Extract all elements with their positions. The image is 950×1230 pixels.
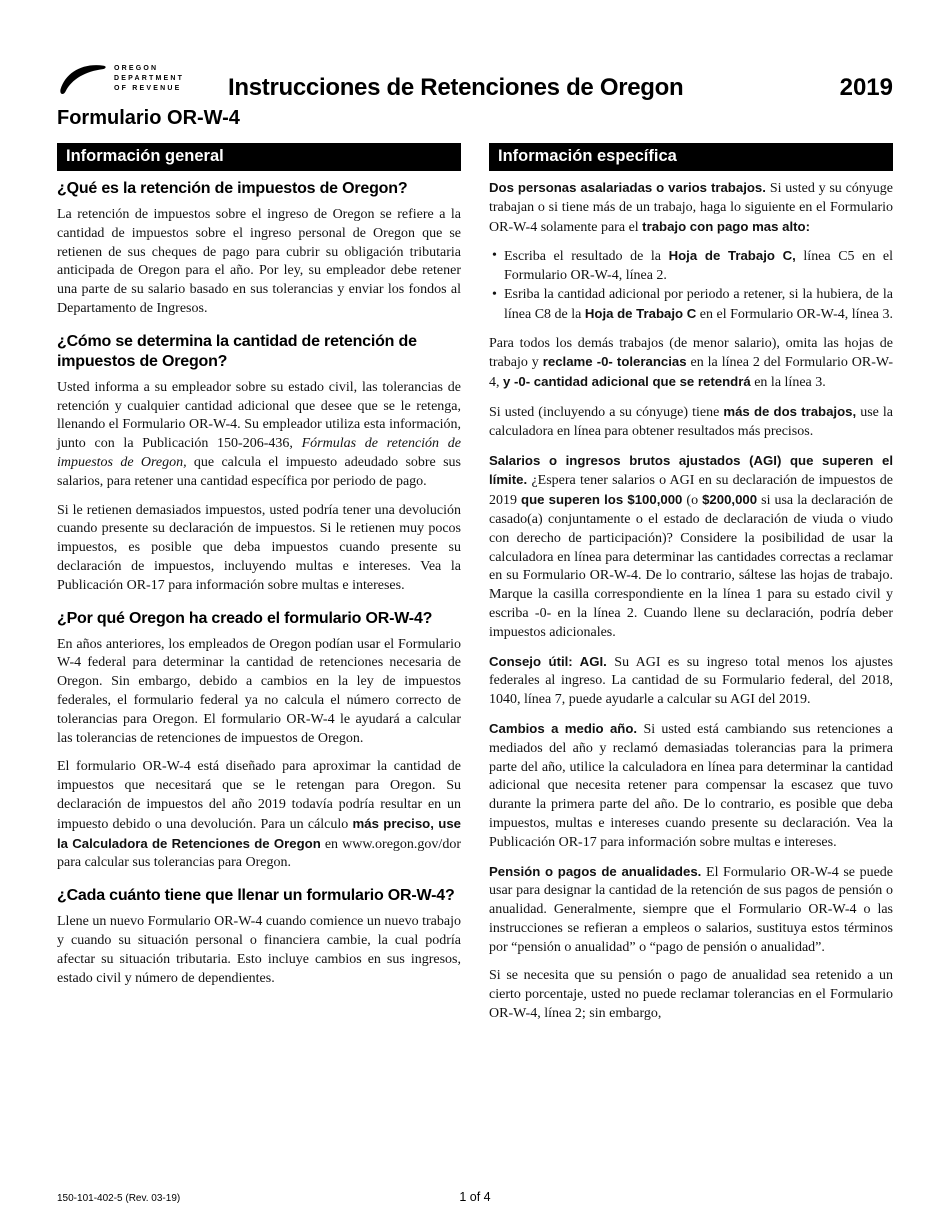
bold-text-run: Salarios o ingresos brutos ajustados (AGI) que superen el límite. — [489, 452, 893, 488]
text-run: en la línea 2 del Formulario OR-W-4, — [489, 355, 893, 391]
text-run: Usted informa a su empleador sobre su estado civil, las tolerancias de retención y cualquier cantidad adicional que desee que se le retenga, llenando el Formulario OR-W-4. Su empleador utiliza esta información, junto con la Publicación 150-206-436, — [57, 379, 461, 452]
text-run: en la línea 3. — [750, 375, 826, 391]
bullet-item — [489, 247, 893, 286]
paragraph — [57, 758, 461, 873]
text-run: Para todos los demás trabajos (de menor salario), omita las hojas de trabajo y — [489, 335, 893, 371]
bold-text-run: Cambios a medio año. — [489, 720, 644, 736]
text-run: La retención de impuestos sobre el ingreso de Oregon se refiere a la cantidad de impuestos sobre el ingreso personal de Oregon que se retienen de sus cheques de pago para cubrir su obligación tributaria anticipada de Oregon para el año. Por ley, su empleador debe retener una parte de su salario basado en sus tolerancias y enviar los fondos al Departamento de Ingresos. — [57, 207, 461, 316]
bold-text-run: trabajo con pago mas alto: — [642, 218, 810, 234]
paragraph — [57, 502, 461, 596]
paragraph — [57, 636, 461, 749]
bold-text-run: más preciso, use la Calculadora de Retenciones de Oregon — [57, 815, 461, 851]
text-run: Si le retienen demasiados impuestos, usted podría tener una devolución cuando presente su declaración de impuestos. Si le retienen muy pocos impuestos, es posible que deba impuestos cuando presente su declaración de impuestos, incluyendo multas e intereses. Vea la Publicación OR-17 para información sobre multas e intereses. — [57, 502, 461, 593]
text-run: Si usted (incluyendo a su cónyuge) tiene — [489, 404, 724, 420]
form-name: Formulario OR-W-4 — [57, 107, 240, 129]
paragraph — [489, 179, 893, 237]
paragraph — [57, 913, 461, 988]
section-bar-informacion-especifica: Información específica — [489, 143, 893, 171]
section-heading: ¿Qué es la retención de impuestos de Oregon? — [57, 180, 408, 197]
bold-text-run: Dos personas asalariadas o varios trabajos. — [489, 180, 770, 195]
text-run: que calcula el impuesto adeudado sobre sus salarios, para retener una cantidad específica por periodo de pago. — [57, 454, 461, 489]
page-number: 1 of 4 — [459, 1190, 491, 1204]
logo-line-oregon: OREGON — [114, 65, 159, 72]
two-column-layout — [57, 143, 893, 1034]
right-column — [489, 143, 893, 1034]
paragraph — [489, 403, 893, 442]
paragraph — [489, 653, 893, 710]
text-run: Si usted está cambiando sus retenciones a mediados del año y reclamó demasiadas tolerancias para la primera parte del año, utilice la calculadora en línea para determinar la cantidad adicional que necesita retener para compensar la escasez que tuvo durante la primera parte del año. De lo contrario, es posible que deba impuestos, multas e intereses cuando presente su declaración. Vea la Publicación OR-17 para información sobre multas e intereses. — [489, 721, 893, 850]
document-header — [57, 56, 893, 130]
paragraph — [57, 379, 461, 492]
text-run: Su AGI es su ingreso total menos los ajustes federales al ingreso. La cantidad de su Formulario federal, del 2018, 1040, línea 7, puede ayudarle a calcular su AGI del 2019. — [489, 654, 893, 708]
oregon-dor-logo — [57, 56, 228, 102]
right-column-body — [489, 179, 893, 1024]
bold-text-run: y -0- cantidad adicional que se retendrá — [503, 374, 751, 390]
text-run: (o — [682, 493, 703, 509]
document-year: 2019 — [839, 73, 893, 101]
bullet-item — [489, 286, 893, 325]
text-run: Si se necesita que su pensión o pago de anualidad sea retenido a un cierto porcentaje, usted no puede reclamar tolerancias en el Formulario OR-W-4, línea 2; sin embargo, — [489, 968, 893, 1022]
logo-line-department: DEPARTMENT — [114, 75, 185, 82]
paragraph — [489, 967, 893, 1023]
bold-text-run: Pensión o pagos de anualidades. — [489, 863, 707, 879]
bold-text-run: Hoja de Trabajo C, — [668, 248, 796, 264]
section-heading: ¿Por qué Oregon ha creado el formulario OR-W-4? — [57, 609, 433, 627]
header-top-row — [57, 56, 893, 102]
document-number: 150-101-402-5 (Rev. 03-19) — [57, 1193, 181, 1204]
text-run: Si usted y su cónyuge trabajan o si tiene más de un trabajo, haga lo siguiente en el Formulario OR-W-4 solamente para el — [489, 181, 893, 235]
logo-text — [109, 56, 184, 94]
bold-text-run: $200,000 — [702, 492, 758, 508]
paragraph — [489, 452, 893, 643]
document-title: Instrucciones de Retenciones de Oregon — [228, 73, 684, 101]
bold-text-run: Consejo útil: AGI. — [489, 653, 615, 669]
text-run: en el Formulario OR-W-4, línea 3. — [696, 306, 893, 322]
bold-text-run: que superen los $100,000 — [521, 492, 683, 508]
italic-text-run: Fórmulas de retención de impuestos de Oregon, — [57, 436, 461, 470]
text-run: si usa la declaración de casado(a) conjuntamente o el estado de declaración de viuda o viudo con derecho de participación)? Considere la posibilidad de usar la calculadora en línea para determinar las cantidades correctas a reclamar en su Formulario OR-W-4. De lo contrario, sáltese las hojas de trabajo. Marque la casilla correspondiente en la línea 1 para su estado civil y escriba -0- en la línea 2. Cuando llene su declaración, podría deber impuestos adicionales. — [489, 493, 894, 640]
paragraph — [489, 863, 893, 958]
text-run: Esriba la cantidad adicional por periodo a retener, si la hubiera, de la línea C8 de la — [504, 286, 893, 322]
text-run: use la calculadora en línea para obtener resultados más precisos. — [489, 404, 894, 439]
bullet-list — [489, 247, 893, 324]
section-bar-informacion-general: Información general — [57, 143, 461, 171]
text-run: línea C5 en el Formulario OR-W-4, línea 2. — [504, 249, 893, 284]
bold-text-run: más de dos trabajos, — [723, 403, 857, 419]
oregon-swoosh-icon — [57, 58, 109, 102]
bold-text-run: Hoja de Trabajo C — [584, 305, 697, 321]
document-footer — [57, 1188, 893, 1204]
text-run: en www.oregon.gov/dor para calcular sus tolerancias para Oregon. — [57, 836, 461, 871]
left-column-body — [57, 179, 461, 988]
section-heading: ¿Cada cuánto tiene que llenar un formulario OR-W-4? — [57, 887, 455, 905]
text-run: En años anteriores, los empleados de Oregon podían usar el Formulario W-4 federal para determinar la cantidad de retenciones necesaria de Oregon. Sin embargo, debido a cambios en la ley de impuestos federales, el formulario federal ya no calcula el número correcto de tolerancias para Oregon. El formulario OR-W-4 le ayudará a calcular las tolerancias de retenciones de impuestos de Oregon. — [57, 636, 461, 746]
section-heading: ¿Cómo se determina la cantidad de retención de impuestos de Oregon? — [57, 332, 417, 370]
text-run: Llene un nuevo Formulario OR-W-4 cuando comience un nuevo trabajo y cuando su situación personal o financiera cambie, la cual podría afectar su situación tributaria. Esto incluye cambios en sus ingresos, estado civil y número de dependientes. — [57, 914, 461, 986]
bold-text-run: reclame -0- tolerancias — [542, 354, 687, 370]
paragraph — [489, 335, 893, 393]
text-run: El formulario OR-W-4 está diseñado para aproximar la cantidad de impuestos que necesitará que se le retengan para Oregon. Su declaración de impuestos del año 2019 todavía podría resultar en un impuesto debido o una devolución. Para un cálculo — [57, 759, 461, 832]
text-run: ¿Espera tener salarios o AGI en su declaración de impuestos de 2019 — [489, 473, 893, 509]
paragraph — [57, 206, 461, 319]
left-column — [57, 143, 461, 1034]
logo-line-revenue: OF REVENUE — [114, 85, 182, 92]
paragraph — [489, 720, 893, 853]
text-run: Escriba el resultado de la — [504, 249, 669, 265]
text-run: El Formulario OR-W-4 se puede usar para designar la cantidad de la retención de sus pagos de pensión o anualidad. Generalmente, siempre que el Formulario OR-W-4 o las instrucciones se refieran a empleos o salarios, sustituya estos términos por “pensión o anualidad” o “pago de pensión o anualidad”. — [489, 864, 893, 955]
